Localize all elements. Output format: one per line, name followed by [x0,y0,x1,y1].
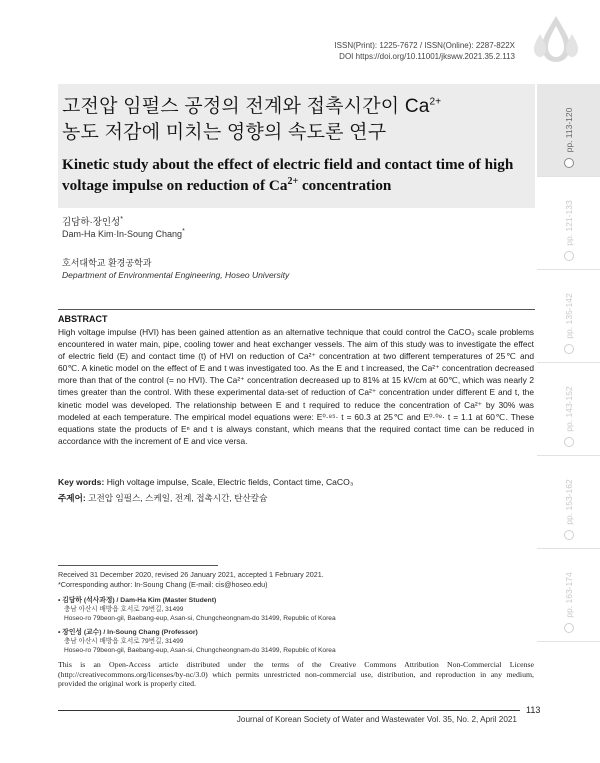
authors-korean [62,214,123,228]
author-info-2 [58,628,336,655]
author2-address-ko: 충남 아산시 배방읍 호서로 79번길, 31499 [64,638,184,645]
footnote-divider [58,565,218,566]
page-range-label: pp. 113-120 [564,107,574,153]
page-range-tab[interactable] [537,456,600,549]
author1-address-en: Hoseo-ro 79beon-gil, Baebang-eup, Asan-si, Chungcheongnam-do 31499, Republic of Korea [64,615,336,622]
circle-icon [564,530,574,540]
title-korean [62,94,522,146]
keywords-ko-value: 고전압 임펄스, 스케일, 전계, 접촉시간, 탄산칼슘 [88,493,268,503]
abstract-heading: ABSTRACT [58,314,108,324]
title-ko-superscript: 2+ [429,96,442,108]
page-number: 113 [526,705,541,715]
keywords-label: Key words: [58,477,105,487]
author1-name: • 김담하 (석사과정) / Dam-Ha Kim (Master Student) [58,597,217,604]
keywords [58,477,353,487]
authors-en-names: Dam-Ha Kim·In-Soung Chang [62,229,183,239]
title-en-tail: concentration [298,177,392,194]
affiliation-korean: 호서대학교 환경공학과 [62,258,152,268]
title-english [62,154,527,196]
page-range-tab[interactable] [537,84,600,177]
footer-divider [58,710,520,711]
authors-ko-names: 김담하·장인성 [62,217,121,228]
abstract-divider [58,309,535,310]
page-range-label: pp. 121-133 [564,200,574,246]
issn-doi-block [334,40,515,62]
title-ko-line2: 농도 저감에 미치는 영향의 속도론 연구 [62,122,387,143]
keywords-korean [58,492,267,504]
title-ko-line1: 고전압 임펄스 공정의 전계와 접촉시간이 Ca [62,96,430,117]
keywords-ko-label: 주제어: [58,493,86,503]
authors-ko-corresponding-mark: * [120,215,123,223]
page-range-sidebar [537,84,600,642]
circle-icon [564,158,574,168]
author-info-1 [58,596,336,623]
title-en-main: Kinetic study about the effect of electric field and contact time of high voltage impulse on reduction of Ca [62,156,514,194]
page-range-label: pp. 143-152 [564,386,574,432]
title-en-superscript: 2+ [287,175,299,187]
doi-line: DOI https://doi.org/10.11001/jksww.2021.35.2.113 [339,52,515,61]
page-range-label: pp. 153-162 [564,479,574,525]
page-range-tab[interactable] [537,549,600,642]
issn-line: ISSN(Print): 1225-7672 / ISSN(Online): 2287-822X [334,41,515,50]
corresponding-author: *Corresponding author: In-Soung Chang (E-mail: cis@hoseo.edu) [58,580,268,589]
authors-english [62,229,185,239]
keywords-value: High voltage impulse, Scale, Electric fields, Contact time, CaCO₃ [106,477,354,487]
authors-en-corresponding-mark: * [182,228,185,235]
author1-address-ko: 충남 아산시 배방읍 호서로 79번길, 31499 [64,606,184,613]
journal-logo-icon [532,14,580,64]
affiliation-english: Department of Environmental Engineering, Hoseo University [62,270,290,280]
circle-icon [564,344,574,354]
page-range-label: pp. 163-174 [564,572,574,618]
author2-address-en: Hoseo-ro 79beon-gil, Baebang-eup, Asan-si, Chungcheongnam-do 31499, Republic of Korea [64,647,336,654]
circle-icon [564,251,574,261]
circle-icon [564,623,574,633]
received-dates: Received 31 December 2020, revised 26 January 2021, accepted 1 February 2021. [58,570,324,579]
page-range-label: pp. 135-142 [564,293,574,339]
page-range-tab[interactable] [537,177,600,270]
journal-citation: Journal of Korean Society of Water and Wastewater Vol. 35, No. 2, April 2021 [236,715,517,724]
license-notice: This is an Open-Access article distributed under the terms of the Creative Commons Attribution Non-Commercial License (http://creativecommons.org/licenses/by-nc/3.0) which permits unrestricted non-commercial use, distribution, and reproduction in any medium, provided the original work is properly cited. [58,660,534,688]
page-range-tab[interactable] [537,363,600,456]
abstract-text: High voltage impulse (HVI) has been gained attention as an alternative technique that could control the CaCO₃ scale problems encountered in water main, pipe, cooling tower and heat exchanger vessels. The aim of this study was to investigate the effect of electric field (E) and contact time (t) of HVI on reduction of Ca²⁺ concentration at two different temperatures of 25℃ and 60℃. A kinetic model on the effect of E and t was investigated too. As the E and t increased, the Ca²⁺ concentration decreased more than that of the control (= no HVI). The Ca²⁺ concentration decreased up to 81% at 15 kV/cm at 60℃, which was nearly 2 times greater than the control. With these experimental data-set of reduction of Ca²⁺ concentration under different E and t, the kinetic model was developed. The relationship between E and t required to reduce the concentration of Ca²⁺ by 30% was modeled at each temperature. The empirical model equations were: E⁰·⁸⁵· t = 60.3 at 25℃ and E⁰·⁰⁸· t = 1.1 at 60℃. These equations state the products of Eⁿ and t is always constant, which means that the required contact time can be reduced in accordance with the increment of E and vice versa. [58,327,534,446]
author2-name: • 장인성 (교수) / In-Soung Chang (Professor) [58,629,198,636]
page-range-tab[interactable] [537,270,600,363]
circle-icon [564,437,574,447]
